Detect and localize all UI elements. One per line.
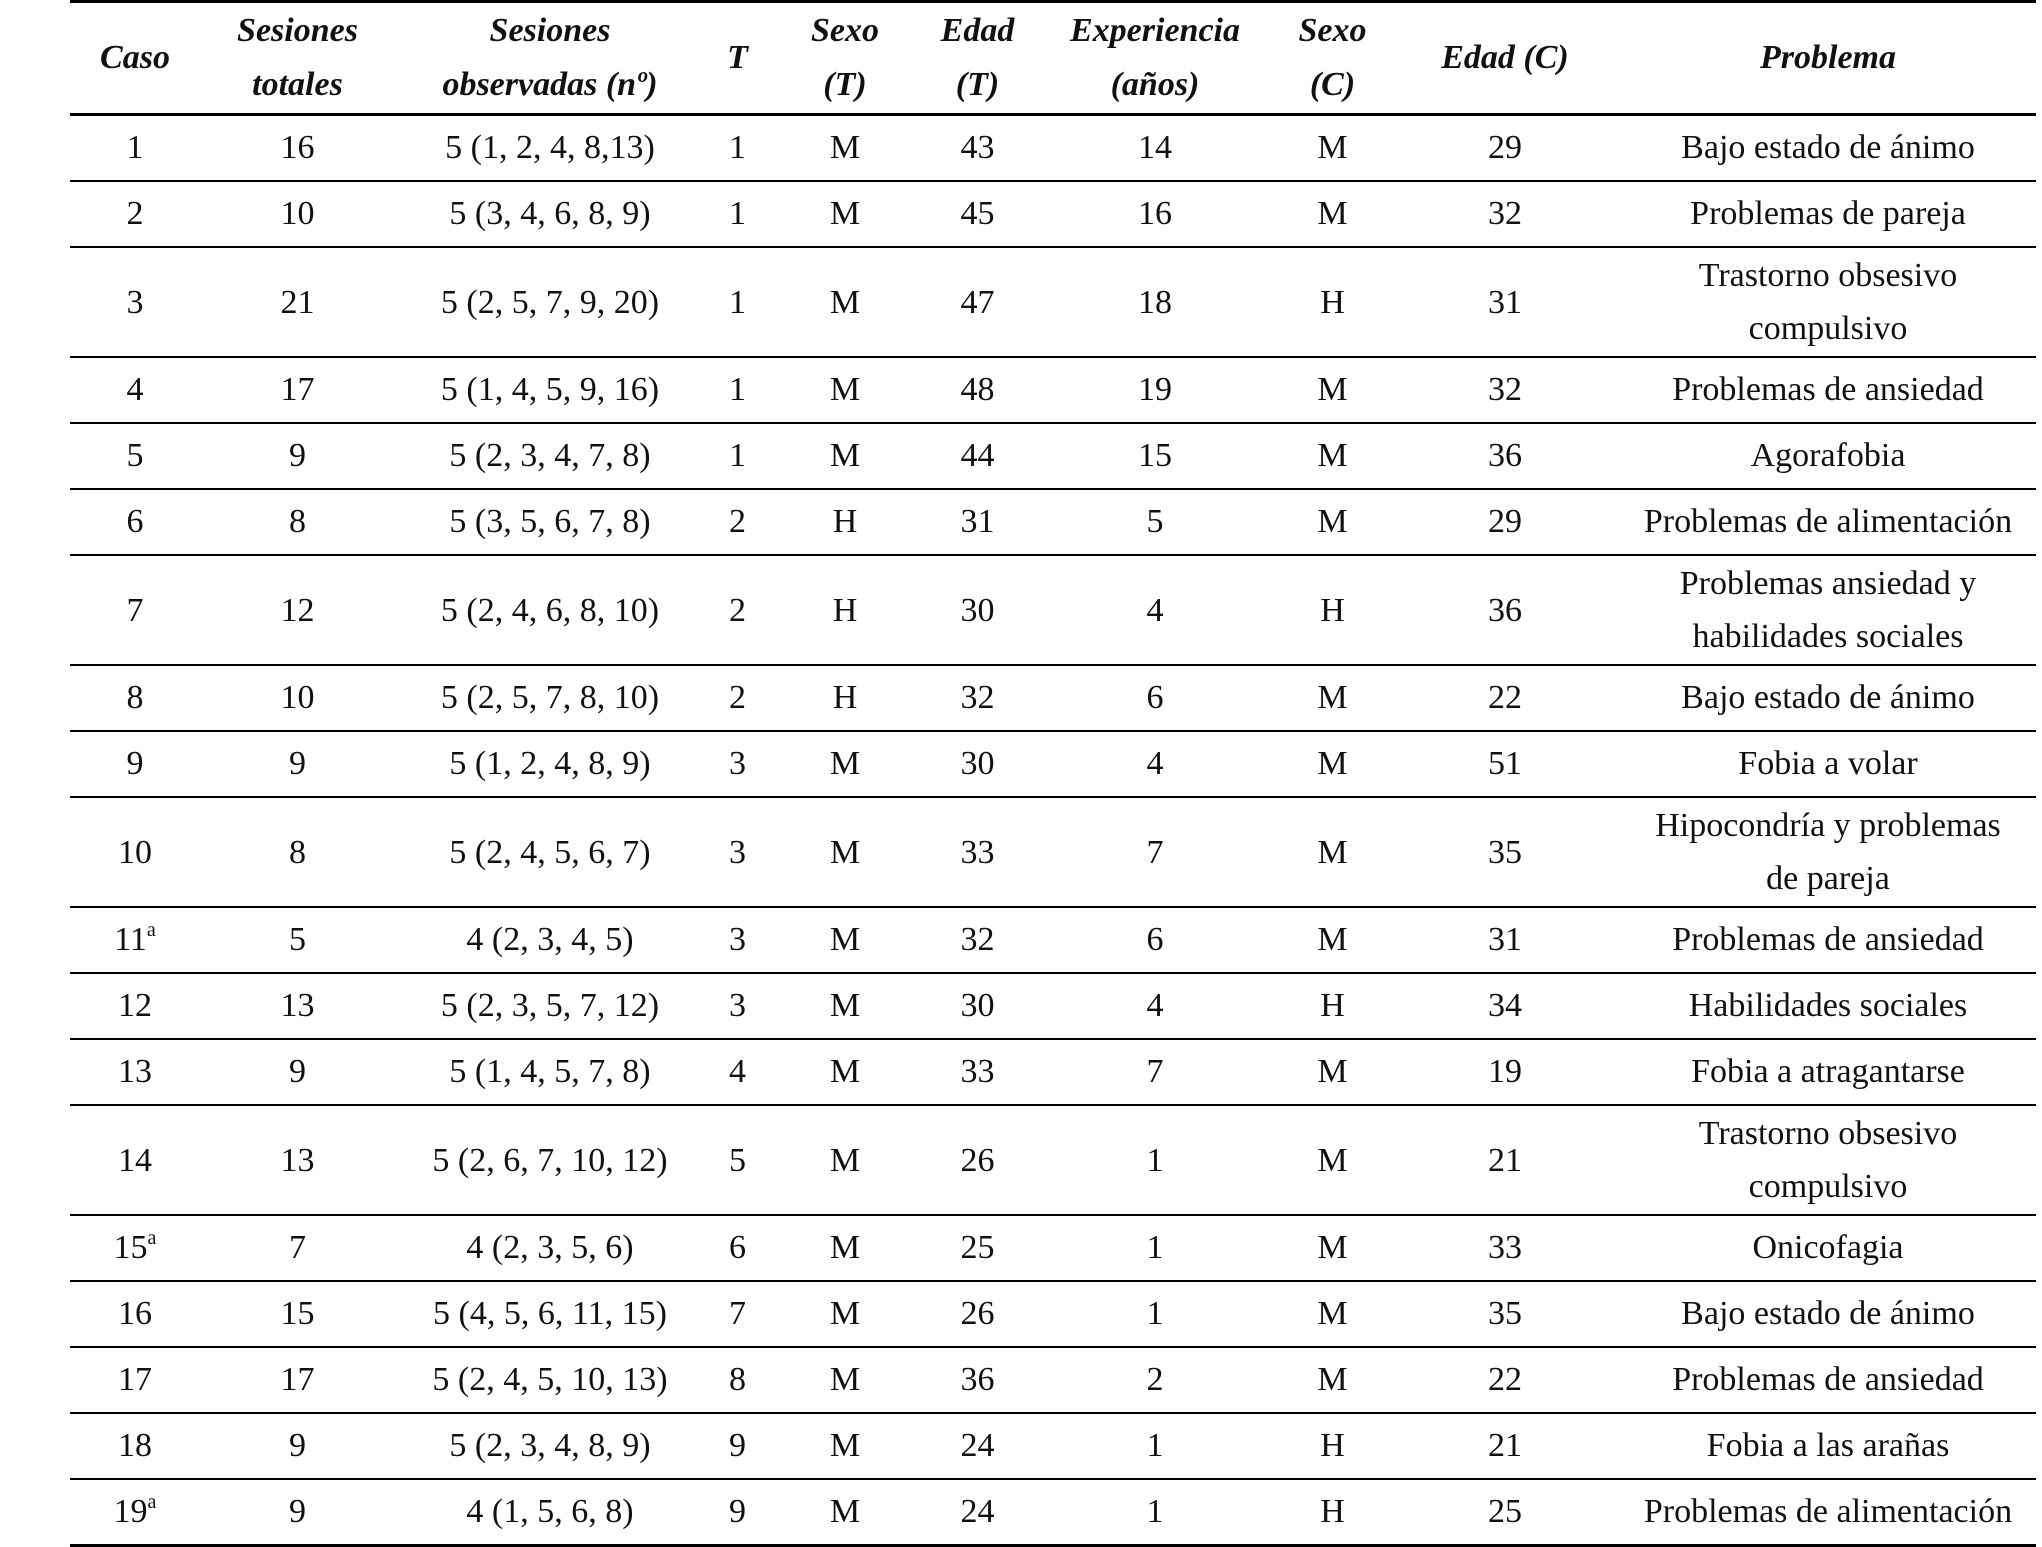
caso-number: 2 xyxy=(126,195,144,232)
t-cell: 3 xyxy=(705,973,770,1039)
problema-line: Habilidades sociales xyxy=(1688,987,1968,1024)
table-row xyxy=(70,1347,2036,1413)
header-line: Problema xyxy=(1760,39,1896,76)
sesiones-totales-cell: 17 xyxy=(200,1347,395,1413)
table-row xyxy=(70,555,2036,665)
sesiones-totales-cell: 9 xyxy=(200,1413,395,1479)
edad-t-cell: 30 xyxy=(920,555,1035,665)
t-cell: 9 xyxy=(705,1479,770,1546)
table-row xyxy=(70,1215,2036,1281)
header-line: (años) xyxy=(1110,66,1200,103)
sesiones-totales-cell: 8 xyxy=(200,489,395,555)
t-cell: 1 xyxy=(705,181,770,247)
caso-cell xyxy=(70,357,200,423)
problema-line: Trastorno obsesivo xyxy=(1698,257,1958,294)
sexo-t-cell: M xyxy=(770,357,920,423)
experiencia-cell: 7 xyxy=(1035,1039,1275,1105)
problema-cell xyxy=(1620,357,2036,423)
problema-line: Onicofagia xyxy=(1752,1229,1904,1266)
table-row xyxy=(70,1479,2036,1546)
problema-line: compulsivo xyxy=(1748,310,1908,347)
experiencia-cell: 6 xyxy=(1035,907,1275,973)
sexo-t-cell: M xyxy=(770,1105,920,1215)
edad-t-cell: 26 xyxy=(920,1105,1035,1215)
table-row xyxy=(70,1281,2036,1347)
experiencia-cell: 19 xyxy=(1035,357,1275,423)
sexo-c-cell: M xyxy=(1275,357,1390,423)
header-line: Sexo xyxy=(811,12,879,49)
sesiones-totales-cell: 10 xyxy=(200,665,395,731)
table-header xyxy=(70,2,2036,115)
table-row xyxy=(70,247,2036,357)
problema-cell xyxy=(1620,907,2036,973)
footnote-marker: a xyxy=(147,1227,157,1249)
problema-line: Problemas de ansiedad xyxy=(1672,1361,1984,1398)
table-body xyxy=(70,115,2036,1546)
edad-t-cell: 26 xyxy=(920,1281,1035,1347)
problema-cell xyxy=(1620,181,2036,247)
sesiones-totales-cell: 8 xyxy=(200,797,395,907)
sesiones-totales-cell: 13 xyxy=(200,973,395,1039)
header-caso xyxy=(70,2,200,115)
sesiones-observadas-cell: 5 (2, 3, 4, 8, 9) xyxy=(395,1413,705,1479)
sesiones-observadas-cell: 5 (4, 5, 6, 11, 15) xyxy=(395,1281,705,1347)
caso-cell xyxy=(70,907,200,973)
caso-number: 4 xyxy=(126,371,144,408)
header-line: Edad (C) xyxy=(1441,39,1569,76)
caso-number: 19 xyxy=(113,1493,148,1530)
experiencia-cell: 14 xyxy=(1035,115,1275,182)
experiencia-cell: 1 xyxy=(1035,1215,1275,1281)
experiencia-cell: 15 xyxy=(1035,423,1275,489)
header-edad-t xyxy=(920,2,1035,115)
header-line: totales xyxy=(252,66,343,103)
sesiones-totales-cell: 7 xyxy=(200,1215,395,1281)
sexo-c-cell: M xyxy=(1275,423,1390,489)
sexo-t-cell: M xyxy=(770,907,920,973)
caso-cell xyxy=(70,1215,200,1281)
header-line: (T) xyxy=(955,66,1000,103)
header-line: Caso xyxy=(100,39,170,76)
sexo-c-cell: H xyxy=(1275,1479,1390,1546)
edad-t-cell: 45 xyxy=(920,181,1035,247)
sesiones-totales-cell: 9 xyxy=(200,1479,395,1546)
sexo-t-cell: M xyxy=(770,731,920,797)
caso-number: 18 xyxy=(118,1427,152,1464)
sesiones-observadas-cell: 5 (2, 3, 5, 7, 12) xyxy=(395,973,705,1039)
sexo-t-cell: M xyxy=(770,1039,920,1105)
sesiones-totales-cell: 10 xyxy=(200,181,395,247)
caso-cell xyxy=(70,731,200,797)
sexo-c-cell: M xyxy=(1275,181,1390,247)
edad-t-cell: 24 xyxy=(920,1479,1035,1546)
header-edad-c xyxy=(1390,2,1620,115)
sexo-c-cell: H xyxy=(1275,1413,1390,1479)
edad-t-cell: 48 xyxy=(920,357,1035,423)
edad-t-cell: 30 xyxy=(920,731,1035,797)
edad-c-cell: 35 xyxy=(1390,797,1620,907)
t-cell: 4 xyxy=(705,1039,770,1105)
sexo-c-cell: M xyxy=(1275,797,1390,907)
problema-line: Bajo estado de ánimo xyxy=(1681,679,1975,716)
edad-t-cell: 25 xyxy=(920,1215,1035,1281)
edad-t-cell: 33 xyxy=(920,797,1035,907)
sesiones-observadas-cell: 5 (3, 4, 6, 8, 9) xyxy=(395,181,705,247)
sexo-t-cell: H xyxy=(770,489,920,555)
table-row xyxy=(70,665,2036,731)
edad-c-cell: 21 xyxy=(1390,1413,1620,1479)
problema-cell xyxy=(1620,555,2036,665)
caso-number: 5 xyxy=(126,437,144,474)
sexo-c-cell: M xyxy=(1275,731,1390,797)
experiencia-cell: 4 xyxy=(1035,973,1275,1039)
sesiones-totales-cell: 9 xyxy=(200,1039,395,1105)
caso-number: 12 xyxy=(118,987,152,1024)
t-cell: 1 xyxy=(705,115,770,182)
caso-cell xyxy=(70,489,200,555)
caso-number: 1 xyxy=(126,129,144,166)
table-row xyxy=(70,797,2036,907)
experiencia-cell: 4 xyxy=(1035,731,1275,797)
problema-cell xyxy=(1620,423,2036,489)
sexo-t-cell: M xyxy=(770,797,920,907)
table-row xyxy=(70,731,2036,797)
sesiones-totales-cell: 13 xyxy=(200,1105,395,1215)
sexo-c-cell: M xyxy=(1275,1281,1390,1347)
sexo-c-cell: H xyxy=(1275,555,1390,665)
caso-number: 7 xyxy=(126,591,144,629)
sesiones-totales-cell: 15 xyxy=(200,1281,395,1347)
problema-cell xyxy=(1620,489,2036,555)
sexo-c-cell: M xyxy=(1275,1039,1390,1105)
header-row xyxy=(70,2,2036,115)
edad-t-cell: 24 xyxy=(920,1413,1035,1479)
t-cell: 3 xyxy=(705,907,770,973)
edad-c-cell: 35 xyxy=(1390,1281,1620,1347)
table-row xyxy=(70,907,2036,973)
caso-cell xyxy=(70,1347,200,1413)
sesiones-totales-cell: 21 xyxy=(200,247,395,357)
table-row xyxy=(70,357,2036,423)
sexo-c-cell: M xyxy=(1275,1215,1390,1281)
sesiones-observadas-cell: 4 (1, 5, 6, 8) xyxy=(395,1479,705,1546)
edad-c-cell: 32 xyxy=(1390,357,1620,423)
problema-line: Fobia a atragantarse xyxy=(1691,1053,1965,1090)
header-line: T xyxy=(727,39,748,76)
edad-c-cell: 31 xyxy=(1390,907,1620,973)
edad-c-cell: 22 xyxy=(1390,665,1620,731)
t-cell: 8 xyxy=(705,1347,770,1413)
edad-t-cell: 33 xyxy=(920,1039,1035,1105)
problema-cell xyxy=(1620,665,2036,731)
sexo-t-cell: M xyxy=(770,1347,920,1413)
sesiones-observadas-cell: 4 (2, 3, 4, 5) xyxy=(395,907,705,973)
table-row xyxy=(70,489,2036,555)
caso-cell xyxy=(70,423,200,489)
caso-cell xyxy=(70,1479,200,1546)
caso-number: 14 xyxy=(118,1141,152,1179)
sexo-t-cell: H xyxy=(770,555,920,665)
edad-c-cell: 36 xyxy=(1390,423,1620,489)
table-row xyxy=(70,181,2036,247)
cases-table xyxy=(70,0,2036,1547)
problema-line: Problemas de ansiedad xyxy=(1672,371,1984,408)
sesiones-observadas-cell: 5 (2, 4, 5, 10, 13) xyxy=(395,1347,705,1413)
sexo-t-cell: M xyxy=(770,1281,920,1347)
sesiones-totales-cell: 5 xyxy=(200,907,395,973)
sexo-c-cell: M xyxy=(1275,907,1390,973)
edad-t-cell: 31 xyxy=(920,489,1035,555)
t-cell: 2 xyxy=(705,555,770,665)
edad-t-cell: 47 xyxy=(920,247,1035,357)
sexo-c-cell: M xyxy=(1275,665,1390,731)
problema-cell xyxy=(1620,797,2036,907)
table-row xyxy=(70,1105,2036,1215)
header-sexo-c xyxy=(1275,2,1390,115)
sexo-c-cell: H xyxy=(1275,973,1390,1039)
experiencia-cell: 18 xyxy=(1035,247,1275,357)
edad-t-cell: 36 xyxy=(920,1347,1035,1413)
caso-number: 9 xyxy=(126,745,144,782)
t-cell: 2 xyxy=(705,665,770,731)
table-row xyxy=(70,115,2036,182)
edad-t-cell: 43 xyxy=(920,115,1035,182)
caso-number: 15 xyxy=(113,1229,148,1266)
t-cell: 6 xyxy=(705,1215,770,1281)
header-experiencia xyxy=(1035,2,1275,115)
header-line: Edad xyxy=(940,12,1015,49)
problema-cell xyxy=(1620,115,2036,182)
caso-number: 13 xyxy=(118,1053,152,1090)
edad-t-cell: 30 xyxy=(920,973,1035,1039)
table-container xyxy=(70,0,2036,1547)
sexo-c-cell: M xyxy=(1275,115,1390,182)
caso-cell xyxy=(70,181,200,247)
header-line: Sexo xyxy=(1298,12,1367,49)
caso-number: 11 xyxy=(114,921,147,958)
caso-number: 3 xyxy=(126,283,144,321)
sesiones-observadas-cell: 5 (2, 5, 7, 9, 20) xyxy=(395,247,705,357)
caso-number: 16 xyxy=(118,1295,152,1332)
problema-cell xyxy=(1620,1281,2036,1347)
caso-cell xyxy=(70,1105,200,1215)
caso-number: 17 xyxy=(118,1361,152,1398)
caso-cell xyxy=(70,797,200,907)
edad-t-cell: 44 xyxy=(920,423,1035,489)
problema-line: Fobia a las arañas xyxy=(1706,1427,1950,1464)
sexo-t-cell: M xyxy=(770,973,920,1039)
sexo-t-cell: M xyxy=(770,423,920,489)
header-line: Experiencia xyxy=(1070,12,1240,49)
problema-line: Fobia a volar xyxy=(1738,745,1918,782)
problema-line: habilidades sociales xyxy=(1692,618,1964,655)
sesiones-observadas-cell: 5 (2, 4, 6, 8, 10) xyxy=(395,555,705,665)
edad-c-cell: 34 xyxy=(1390,973,1620,1039)
header-problema xyxy=(1620,2,2036,115)
sesiones-observadas-cell: 4 (2, 3, 5, 6) xyxy=(395,1215,705,1281)
experiencia-cell: 1 xyxy=(1035,1413,1275,1479)
edad-c-cell: 21 xyxy=(1390,1105,1620,1215)
sexo-c-cell: M xyxy=(1275,1347,1390,1413)
sesiones-totales-cell: 9 xyxy=(200,423,395,489)
sexo-c-cell: H xyxy=(1275,247,1390,357)
edad-c-cell: 31 xyxy=(1390,247,1620,357)
sexo-t-cell: M xyxy=(770,247,920,357)
header-sexo-t xyxy=(770,2,920,115)
sexo-c-cell: M xyxy=(1275,489,1390,555)
problema-line: Problemas ansiedad y xyxy=(1679,565,1977,602)
header-sesiones-observadas xyxy=(395,2,705,115)
t-cell: 5 xyxy=(705,1105,770,1215)
caso-cell xyxy=(70,115,200,182)
experiencia-cell: 16 xyxy=(1035,181,1275,247)
problema-line: Problemas de alimentación xyxy=(1643,503,2013,540)
table-row xyxy=(70,1413,2036,1479)
edad-c-cell: 36 xyxy=(1390,555,1620,665)
t-cell: 7 xyxy=(705,1281,770,1347)
header-sesiones-totales xyxy=(200,2,395,115)
edad-c-cell: 19 xyxy=(1390,1039,1620,1105)
sexo-t-cell: M xyxy=(770,181,920,247)
experiencia-cell: 6 xyxy=(1035,665,1275,731)
problema-line: Hipocondría y problemas xyxy=(1655,807,2001,844)
problema-cell xyxy=(1620,973,2036,1039)
problema-cell xyxy=(1620,1479,2036,1546)
t-cell: 1 xyxy=(705,423,770,489)
edad-c-cell: 25 xyxy=(1390,1479,1620,1546)
experiencia-cell: 5 xyxy=(1035,489,1275,555)
header-line: observadas (nº) xyxy=(442,66,658,103)
t-cell: 3 xyxy=(705,797,770,907)
t-cell: 3 xyxy=(705,731,770,797)
problema-line: Problemas de alimentación xyxy=(1643,1493,2013,1530)
footnote-marker: a xyxy=(147,1491,157,1513)
header-line: Sesiones xyxy=(489,12,611,49)
sesiones-totales-cell: 16 xyxy=(200,115,395,182)
t-cell: 9 xyxy=(705,1413,770,1479)
caso-number: 10 xyxy=(118,833,152,871)
table-row xyxy=(70,973,2036,1039)
header-line: Sesiones xyxy=(237,12,358,49)
caso-cell xyxy=(70,973,200,1039)
experiencia-cell: 2 xyxy=(1035,1347,1275,1413)
problema-line: Agorafobia xyxy=(1750,437,1906,474)
sexo-c-cell: M xyxy=(1275,1105,1390,1215)
problema-cell xyxy=(1620,247,2036,357)
sesiones-totales-cell: 17 xyxy=(200,357,395,423)
sesiones-observadas-cell: 5 (3, 5, 6, 7, 8) xyxy=(395,489,705,555)
problema-line: Trastorno obsesivo xyxy=(1698,1115,1958,1152)
footnote-marker: a xyxy=(146,919,156,941)
caso-cell xyxy=(70,555,200,665)
problema-line: compulsivo xyxy=(1748,1168,1908,1205)
sesiones-observadas-cell: 5 (2, 3, 4, 7, 8) xyxy=(395,423,705,489)
sesiones-observadas-cell: 5 (1, 4, 5, 7, 8) xyxy=(395,1039,705,1105)
problema-cell xyxy=(1620,1413,2036,1479)
t-cell: 1 xyxy=(705,247,770,357)
problema-line: Bajo estado de ánimo xyxy=(1681,129,1975,166)
caso-cell xyxy=(70,1281,200,1347)
problema-cell xyxy=(1620,1215,2036,1281)
sesiones-totales-cell: 9 xyxy=(200,731,395,797)
sesiones-observadas-cell: 5 (1, 2, 4, 8,13) xyxy=(395,115,705,182)
header-t xyxy=(705,2,770,115)
header-line: (C) xyxy=(1309,66,1356,103)
t-cell: 1 xyxy=(705,357,770,423)
experiencia-cell: 1 xyxy=(1035,1105,1275,1215)
sexo-t-cell: M xyxy=(770,1413,920,1479)
problema-line: Problemas de pareja xyxy=(1690,195,1966,232)
sexo-t-cell: H xyxy=(770,665,920,731)
table-row xyxy=(70,1039,2036,1105)
caso-cell xyxy=(70,1413,200,1479)
edad-c-cell: 51 xyxy=(1390,731,1620,797)
problema-line: Problemas de ansiedad xyxy=(1672,921,1984,958)
sesiones-observadas-cell: 5 (1, 2, 4, 8, 9) xyxy=(395,731,705,797)
problema-cell xyxy=(1620,1039,2036,1105)
caso-cell xyxy=(70,247,200,357)
sesiones-observadas-cell: 5 (2, 4, 5, 6, 7) xyxy=(395,797,705,907)
caso-number: 8 xyxy=(126,679,144,716)
sesiones-totales-cell: 12 xyxy=(200,555,395,665)
sexo-t-cell: M xyxy=(770,1479,920,1546)
edad-c-cell: 29 xyxy=(1390,115,1620,182)
experiencia-cell: 1 xyxy=(1035,1281,1275,1347)
sesiones-observadas-cell: 5 (2, 6, 7, 10, 12) xyxy=(395,1105,705,1215)
problema-line: Bajo estado de ánimo xyxy=(1681,1295,1975,1332)
sexo-t-cell: M xyxy=(770,115,920,182)
header-line: (T) xyxy=(823,66,867,103)
experiencia-cell: 7 xyxy=(1035,797,1275,907)
edad-c-cell: 32 xyxy=(1390,181,1620,247)
sesiones-observadas-cell: 5 (2, 5, 7, 8, 10) xyxy=(395,665,705,731)
edad-t-cell: 32 xyxy=(920,665,1035,731)
caso-cell xyxy=(70,665,200,731)
edad-c-cell: 29 xyxy=(1390,489,1620,555)
problema-cell xyxy=(1620,731,2036,797)
sesiones-observadas-cell: 5 (1, 4, 5, 9, 16) xyxy=(395,357,705,423)
problema-line: de pareja xyxy=(1766,860,1890,897)
t-cell: 2 xyxy=(705,489,770,555)
problema-cell xyxy=(1620,1105,2036,1215)
edad-c-cell: 33 xyxy=(1390,1215,1620,1281)
experiencia-cell: 1 xyxy=(1035,1479,1275,1546)
edad-t-cell: 32 xyxy=(920,907,1035,973)
problema-cell xyxy=(1620,1347,2036,1413)
caso-number: 6 xyxy=(126,503,144,540)
sexo-t-cell: M xyxy=(770,1215,920,1281)
caso-cell xyxy=(70,1039,200,1105)
experiencia-cell: 4 xyxy=(1035,555,1275,665)
table-row xyxy=(70,423,2036,489)
edad-c-cell: 22 xyxy=(1390,1347,1620,1413)
